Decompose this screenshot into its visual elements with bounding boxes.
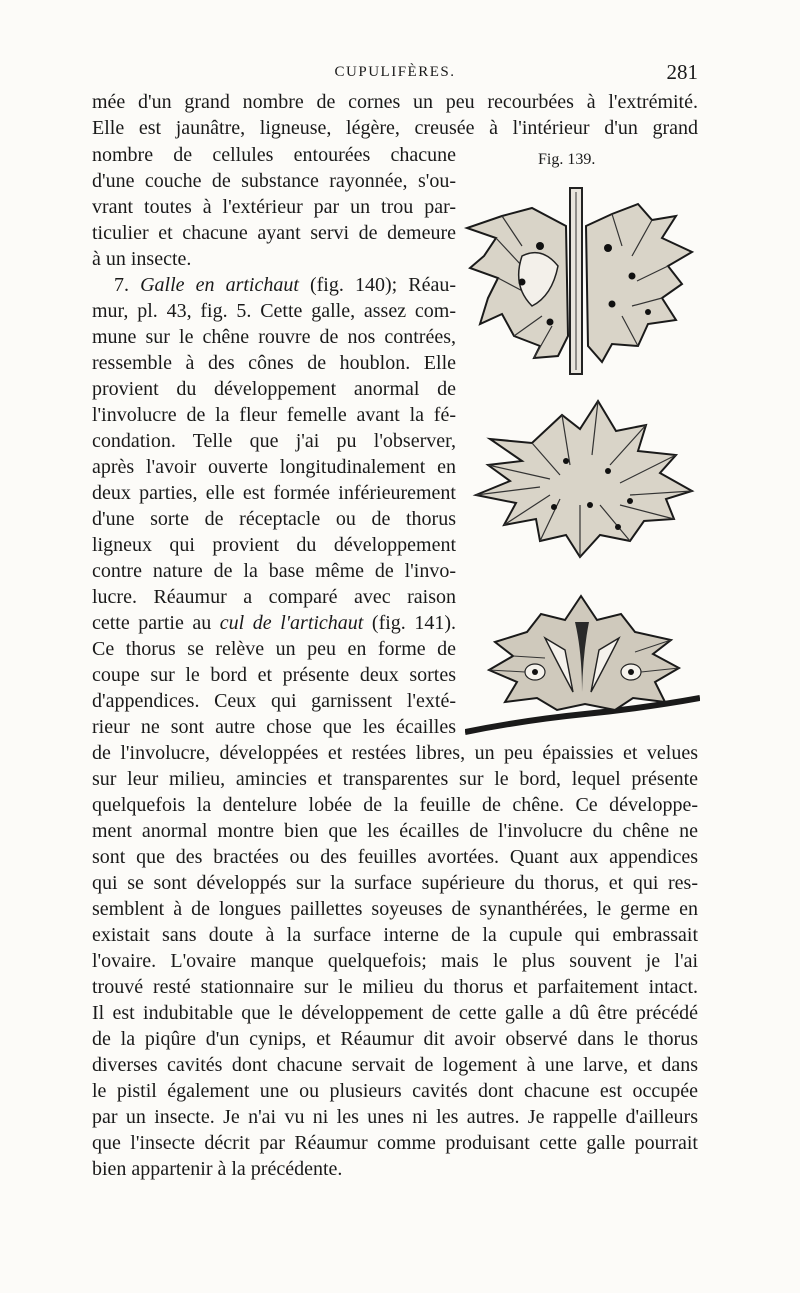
text-line: coupe sur le bord et présente deux sortes	[92, 664, 456, 686]
text-line: vrant toutes à l'extérieur par un trou par-	[92, 196, 456, 218]
text-line: sur leur milieu, amincies et transparentes sur le bord, lequel présente	[92, 768, 698, 790]
text-line: d'une couche de substance rayonnée, s'ou-	[92, 170, 456, 192]
text-line: deux parties, elle est formée inférieurement	[92, 482, 456, 504]
text-line: Il est indubitable que le développement de cette galle a dû être précédé	[92, 1002, 698, 1024]
text-line: quelquefois la dentelure lobée de la feuille de chêne. Ce développe-	[92, 794, 698, 816]
text-line: trouvé resté stationnaire sur le milieu du thorus et parfaitement intact.	[92, 976, 698, 998]
text-line: contre nature de la base même de l'invo-	[92, 560, 456, 582]
text-line: Elle est jaunâtre, ligneuse, légère, creusée à l'intérieur d'un grand	[92, 117, 698, 139]
text-line: mée d'un grand nombre de cornes un peu recourbées à l'extrémité.	[92, 91, 698, 113]
text-line: de l'involucre, développées et restées libres, un peu épaissies et velues	[92, 742, 698, 764]
text-line: ligneux qui provient du développement	[92, 534, 456, 556]
artichoke-gall-illustration	[470, 395, 700, 560]
text-line: semblent à de longues paillettes soyeuses de synanthérées, le germe en	[92, 898, 698, 920]
figure-caption: Fig. 139.	[538, 151, 596, 168]
text-line: existait sans doute à la surface interne de la cupule qui embrassait	[92, 924, 698, 946]
text-line: à un insecte.	[92, 248, 192, 270]
text-line: de la piqûre d'un cynips, et Réaumur dit avoir observé dans le thorus	[92, 1028, 698, 1050]
gall-section-illustration	[465, 592, 700, 742]
italic-title: Galle en artichaut	[140, 274, 299, 296]
text-line: mur, pl. 43, fig. 5. Cette galle, assez com-	[92, 300, 456, 322]
text-line: ment anormal montre bien que les écailles de l'involucre du chêne ne	[92, 820, 698, 842]
text-line: provient du développement anormal de	[92, 378, 456, 400]
text-line: condation. Telle que j'ai pu l'observer,	[92, 430, 456, 452]
text-line-paragraph-7: 7. Galle en artichaut (fig. 140); Réau-	[114, 274, 457, 296]
text-line: après l'avoir ouverte longitudinalement en	[92, 456, 456, 478]
text-line: qui se sont développés sur la surface supérieure du thorus, et qui res-	[92, 872, 698, 894]
text-line: mune sur le chêne rouvre de nos contrées,	[92, 326, 456, 348]
page-number: 281	[666, 60, 698, 84]
text-line: sont que des bractées ou des feuilles avortées. Quant aux appendices	[92, 846, 698, 868]
page-header	[90, 62, 700, 88]
text-line: l'involucre de la fleur femelle avant la fé-	[92, 404, 456, 426]
text-line: ticulier et chacune ayant servi de demeure	[92, 222, 456, 244]
text-line: ressemble à des cônes de houblon. Elle	[92, 352, 456, 374]
text-line: le pistil également une ou plusieurs cavités dont chacune est occupée	[92, 1080, 698, 1102]
text-line: bien appartenir à la précédente.	[92, 1158, 343, 1180]
text-line: d'une sorte de réceptacle ou de thorus	[92, 508, 456, 530]
text-line: l'ovaire. L'ovaire manque quelquefois; mais le plus souvent je l'ai	[92, 950, 698, 972]
gall-split-illustration	[462, 186, 702, 376]
text-line: par un insecte. Je n'ai vu ni les unes ni les autres. Je rappelle d'ailleurs	[92, 1106, 698, 1128]
text-line: lucre. Réaumur a comparé avec raison	[92, 586, 456, 608]
text-line: diverses cavités dont chacune servait de logement à une larve, et dans	[92, 1054, 698, 1076]
text-line: que l'insecte décrit par Réaumur comme produisant cette galle pourrait	[92, 1132, 698, 1154]
text-line: nombre de cellules entourées chacune	[92, 144, 456, 166]
text-line: rieur ne sont autre chose que les écailles	[92, 716, 456, 738]
text-line: Ce thorus se relève un peu en forme de	[92, 638, 456, 660]
text-line: d'appendices. Ceux qui garnissent l'exté-	[92, 690, 456, 712]
running-title: CUPULIFÈRES.	[334, 64, 456, 80]
italic-term: cul de l'artichaut	[219, 612, 364, 634]
text-line-with-italic: cette partie au cul de l'artichaut (fig. 141).	[92, 612, 457, 634]
